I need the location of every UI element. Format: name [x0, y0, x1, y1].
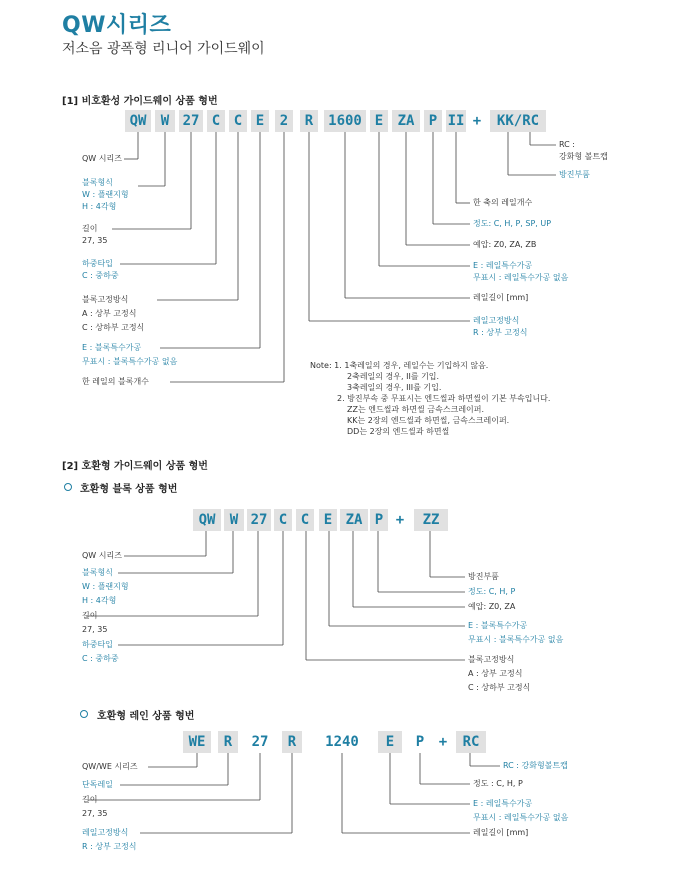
s2-rail-label-length-values: 27, 35: [82, 809, 108, 818]
s2-rail-label-rail-length: 레일길이 [mm]: [473, 828, 529, 837]
s2-block-code-length: 27: [247, 509, 271, 531]
s1-label-load: 하중타입: [82, 259, 113, 268]
s2-block-label-fix-a: A : 상부 고정식: [468, 669, 523, 678]
s2-block-code-plus: +: [395, 512, 405, 528]
s1-code-block-special: E: [251, 110, 269, 132]
s2-block-label-fix-c: C : 상하부 고정식: [468, 683, 531, 692]
s2-rail-label-precision: 정도 : C, H, P: [473, 779, 523, 788]
s2-block-code-fix: C: [296, 509, 314, 531]
s2-block-label-special: E : 블록특수가공: [468, 621, 528, 630]
s1-label-length-values: 27, 35: [82, 236, 108, 245]
s2-block-label-type: 블록형식: [82, 568, 113, 577]
s1-code-rail-fix: R: [300, 110, 318, 132]
s1-label-block-special: E : 블록특수가공: [82, 343, 142, 352]
page-title: QW시리즈: [62, 13, 172, 38]
s1-label-load-c: C : 중하중: [82, 271, 119, 280]
s2-rail-label-length: 길이: [82, 795, 98, 804]
s2-block-label-dust: 방진부품: [468, 572, 499, 581]
s1-code-block-count: 2: [275, 110, 293, 132]
s1-label-rc-desc: 강화형 볼트캡: [559, 152, 608, 161]
s2-block-code-series: QW: [193, 509, 221, 531]
s2-block-code-preload: ZA: [340, 509, 368, 531]
s1-note-3: 3축레일의 경우, III를 기입.: [347, 383, 442, 392]
s2-block-label-type-w: W : 플랜지형: [82, 582, 129, 591]
s1-code-length: 27: [179, 110, 203, 132]
s2-block-code-type: W: [224, 509, 244, 531]
s1-code-block-fix: C: [229, 110, 247, 132]
s1-code-rail-special: E: [370, 110, 388, 132]
section-1-title: [1] 비호환성 가이드웨이 상품 형번: [62, 96, 218, 107]
s2-block-label-series: QW 시리즈: [82, 551, 122, 560]
s1-code-precision: P: [424, 110, 442, 132]
s2-block-label-load-c: C : 중하중: [82, 654, 119, 663]
s2-block-label-length: 길이: [82, 611, 98, 620]
s1-label-block-type-h: H : 4각형: [82, 202, 117, 211]
s2-rail-label-rc: RC : 강화형볼트캡: [503, 761, 568, 770]
s2-block-title: 호환형 블록 상품 형번: [80, 484, 178, 495]
s1-label-block-type: 블록형식: [82, 178, 113, 187]
s1-note-6: KK는 2장의 엔드씰과 하면씰, 금속스크레이퍼.: [347, 416, 510, 425]
s1-label-dust: 방진부품: [559, 170, 590, 179]
s1-label-block-special-none: 무표시 : 블록특수가공 없음: [82, 357, 178, 366]
s2-block-label-special-none: 무표시 : 블록특수가공 없음: [468, 635, 564, 644]
s1-code-block-type: W: [155, 110, 175, 132]
s1-note-1: Note: 1. 1축레일의 경우, 레일수는 기입하지 않음.: [310, 361, 489, 370]
s2-rail-code-single: R: [218, 731, 238, 753]
s1-code-rail-length: 1600: [324, 110, 366, 132]
s1-label-rail-special: E : 레일특수가공: [473, 261, 533, 270]
s2-rail-code-plus: +: [438, 734, 448, 750]
s1-code-rail-count: II: [446, 110, 466, 132]
s1-label-block-fix-a: A : 상부 고정식: [82, 309, 137, 318]
s1-note-7: DD는 2장의 엔드씰과 하면씰: [347, 427, 450, 436]
s1-code-dust: KK/RC: [490, 110, 546, 132]
s1-code-plus: +: [472, 113, 482, 129]
s2-block-label-fix: 블록고정방식: [468, 655, 515, 664]
s2-block-code-special: E: [319, 509, 337, 531]
s1-label-preload: 예압: Z0, ZA, ZB: [473, 240, 537, 249]
s2-rail-code-fix: R: [282, 731, 302, 753]
s2-rail-label-fix: 레일고정방식: [82, 828, 129, 837]
s2-block-label-length-values: 27, 35: [82, 625, 108, 634]
s2-rail-label-series: QW/WE 시리즈: [82, 762, 138, 771]
s1-code-preload: ZA: [392, 110, 420, 132]
s2-rail-code-length: 27: [251, 734, 269, 750]
s1-note-2: 2축레일의 경우, II를 기입.: [347, 372, 440, 381]
s2-rail-label-special: E : 레일특수가공: [473, 799, 533, 808]
s1-label-rail-length: 레일길이 [mm]: [473, 293, 529, 302]
s2-rail-code-rail-length: 1240: [325, 734, 359, 750]
s1-label-precision: 정도: C, H, P, SP, UP: [473, 219, 552, 228]
s1-label-rail-count: 한 축의 레일개수: [473, 198, 533, 207]
s2-block-label-type-h: H : 4각형: [82, 596, 117, 605]
s2-block-label-load: 하중타입: [82, 640, 113, 649]
s2-rail-label-fix-r: R : 상부 고정식: [82, 842, 137, 851]
s1-note-5: ZZ는 엔드씰과 하면씰 금속스크레이퍼.: [347, 405, 485, 414]
page-subtitle: 저소음 광폭형 리니어 가이드웨이: [62, 41, 265, 57]
section-2-title: [2] 호환형 가이드웨이 상품 형번: [62, 461, 208, 472]
s1-label-block-count: 한 레일의 블록개수: [82, 377, 149, 386]
s2-block-bullet-icon: [64, 483, 72, 491]
s1-label-block-fix: 블록고정방식: [82, 295, 129, 304]
s2-block-code-dust: ZZ: [414, 509, 448, 531]
s1-label-length: 길이: [82, 224, 98, 233]
s2-rail-code-precision: P: [415, 734, 425, 750]
s2-block-code-load: C: [274, 509, 292, 531]
s2-block-code-precision: P: [370, 509, 388, 531]
s1-label-rail-fix: 레일고정방식: [473, 316, 520, 325]
s2-rail-code-rc: RC: [456, 731, 486, 753]
s2-rail-label-single: 단독레일: [82, 780, 113, 789]
s2-block-label-preload: 예압: Z0, ZA: [468, 602, 516, 611]
s2-rail-label-special-none: 무표시 : 레일특수가공 없음: [473, 813, 569, 822]
s2-rail-bullet-icon: [80, 710, 88, 718]
s1-label-rail-fix-r: R : 상부 고정식: [473, 328, 528, 337]
s1-label-block-fix-c: C : 상하부 고정식: [82, 323, 145, 332]
s2-rail-code-special: E: [378, 731, 402, 753]
s1-label-block-type-w: W : 플랜지형: [82, 190, 129, 199]
s1-label-rail-special-none: 무표시 : 레일특수가공 없음: [473, 273, 569, 282]
s2-block-label-precision: 정도: C, H, P: [468, 587, 516, 596]
s1-code-load: C: [207, 110, 225, 132]
s1-note-4: 2. 방진부속 중 무표시는 엔드씰과 하면씰이 기본 부속입니다.: [337, 394, 551, 403]
s1-label-series: QW 시리즈: [82, 154, 122, 163]
s1-code-series: QW: [125, 110, 151, 132]
s1-label-rc: RC :: [559, 140, 575, 149]
s2-rail-code-series: WE: [183, 731, 211, 753]
s2-rail-title: 호환형 레인 상품 형번: [97, 711, 195, 722]
